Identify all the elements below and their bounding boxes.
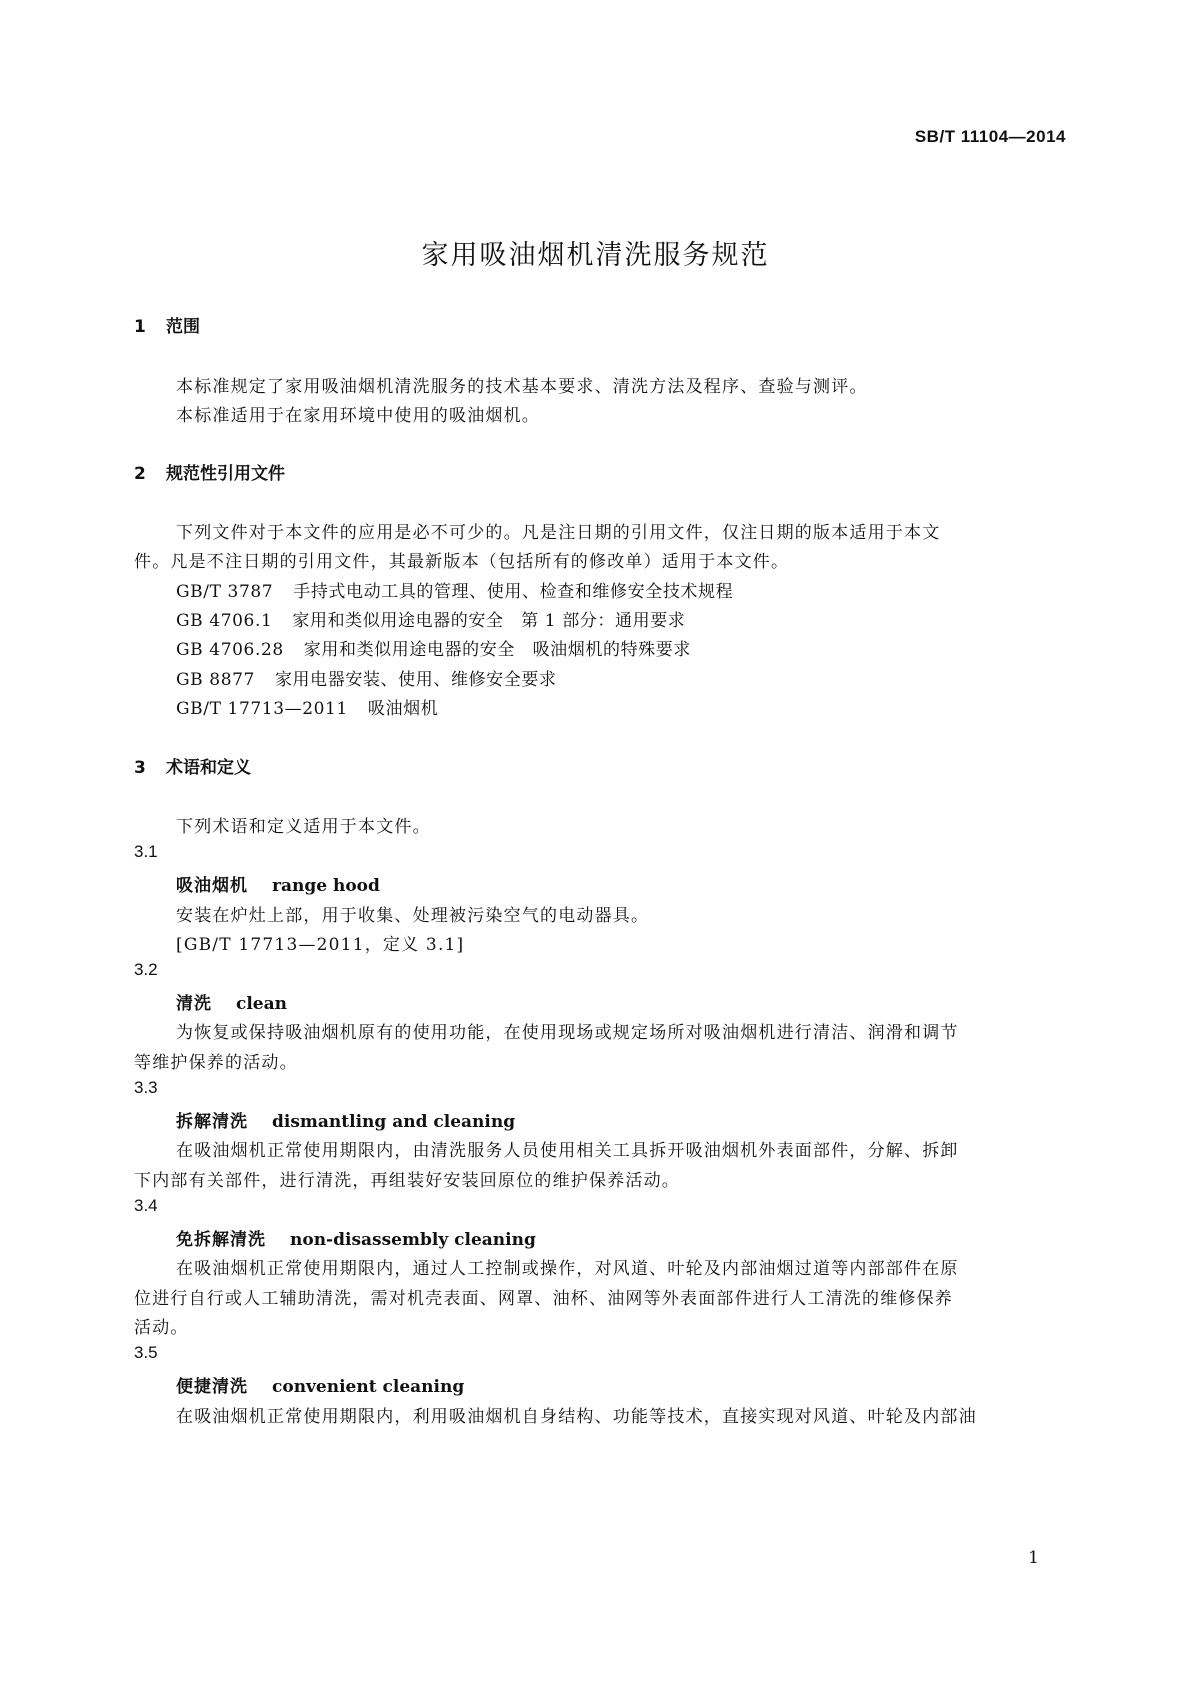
reference-code: GB/T 3787: [176, 582, 274, 602]
reference-title: 手持式电动工具的管理、使用、检查和维修安全技术规程: [293, 582, 734, 602]
section-number: 2: [134, 464, 146, 484]
term-number: 3.4: [134, 1196, 158, 1215]
term-definition: 位进行自行或人工辅助清洗，需对机壳表面、网罩、油杯、油网等外表面部件进行人工清洗的维修保养: [134, 1289, 953, 1309]
reference-code: GB 8877: [176, 670, 255, 690]
term-definition: 等维护保养的活动。: [134, 1053, 298, 1073]
term-number: 3.3: [134, 1078, 158, 1097]
term-definition: 在吸油烟机正常使用期限内，利用吸油烟机自身结构、功能等技术，直接实现对风道、叶轮及内部油: [176, 1407, 977, 1427]
paragraph: 本标准规定了家用吸油烟机清洗服务的技术基本要求、清洗方法及程序、查验与测评。: [176, 377, 868, 397]
reference-title: 家用电器安装、使用、维修安全要求: [274, 670, 557, 690]
reference-title: 吸油烟机: [367, 699, 439, 719]
reference-title: 家用和类似用途电器的安全 吸油烟机的特殊要求: [303, 640, 691, 660]
term-heading: [176, 1107, 515, 1132]
reference-code: GB 4706.1: [176, 611, 273, 631]
term-number: 3.5: [134, 1343, 158, 1362]
term-definition: 在吸油烟机正常使用期限内，通过人工控制或操作，对风道、叶轮及内部油烟过道等内部部件在原: [176, 1259, 959, 1279]
reference-item: [176, 694, 438, 719]
document-code: SB/T 11104—2014: [914, 127, 1066, 146]
section-number: 1: [134, 317, 146, 337]
term-en: clean: [236, 994, 287, 1014]
paragraph: 下列文件对于本文件的应用是必不可少的。凡是注日期的引用文件，仅注日期的版本适用于本文: [176, 523, 941, 543]
term-definition: 安装在炉灶上部，用于收集、处理被污染空气的电动器具。: [176, 906, 650, 926]
document-title: 家用吸油烟机清洗服务规范: [421, 240, 770, 271]
page-number: 1: [1028, 1548, 1039, 1568]
reference-code: GB/T 17713—2011: [176, 699, 348, 719]
term-definition: 在吸油烟机正常使用期限内，由清洗服务人员使用相关工具拆开吸油烟机外表面部件，分解、拆卸: [176, 1141, 959, 1161]
paragraph: 件。凡是不注日期的引用文件，其最新版本（包括所有的修改单）适用于本文件。: [134, 552, 790, 572]
term-zh: 便捷清洗: [176, 1377, 248, 1397]
section-2-heading: [134, 459, 285, 484]
term-en: convenient cleaning: [272, 1377, 465, 1397]
section-title: 范围: [166, 317, 200, 337]
section-1-heading: [134, 312, 200, 337]
term-heading: [176, 871, 380, 896]
term-zh: 清洗: [176, 994, 212, 1014]
section-title: 规范性引用文件: [166, 464, 285, 484]
term-en: range hood: [272, 876, 380, 896]
term-definition: 为恢复或保持吸油烟机原有的使用功能，在使用现场或规定场所对吸油烟机进行清洁、润滑和调节: [176, 1023, 959, 1043]
section-title: 术语和定义: [166, 758, 251, 778]
reference-code: GB 4706.28: [176, 640, 284, 660]
reference-item: [176, 635, 691, 660]
reference-title: 家用和类似用途电器的安全 第 1 部分：通用要求: [292, 611, 686, 631]
term-number: 3.2: [134, 960, 158, 979]
term-zh: 拆解清洗: [176, 1112, 248, 1132]
term-definition: 活动。: [134, 1318, 189, 1338]
section-number: 3: [134, 758, 146, 778]
paragraph: 本标准适用于在家用环境中使用的吸油烟机。: [176, 406, 540, 426]
term-en: non-disassembly cleaning: [290, 1230, 536, 1250]
term-number: 3.1: [134, 842, 158, 861]
term-heading: [176, 1225, 536, 1250]
term-definition: 下内部有关部件，进行清洗，再组装好安装回原位的维护保养活动。: [134, 1171, 680, 1191]
reference-item: [176, 606, 685, 631]
reference-item: [176, 665, 557, 690]
term-heading: [176, 1372, 464, 1397]
section-3-heading: [134, 753, 251, 778]
term-source: [GB/T 17713—2011，定义 3.1]: [176, 935, 465, 955]
reference-item: [176, 577, 733, 602]
paragraph: 下列术语和定义适用于本文件。: [176, 817, 431, 837]
term-zh: 吸油烟机: [176, 876, 248, 896]
term-en: dismantling and cleaning: [272, 1112, 516, 1132]
term-zh: 免拆解清洗: [176, 1230, 266, 1250]
term-heading: [176, 989, 287, 1014]
